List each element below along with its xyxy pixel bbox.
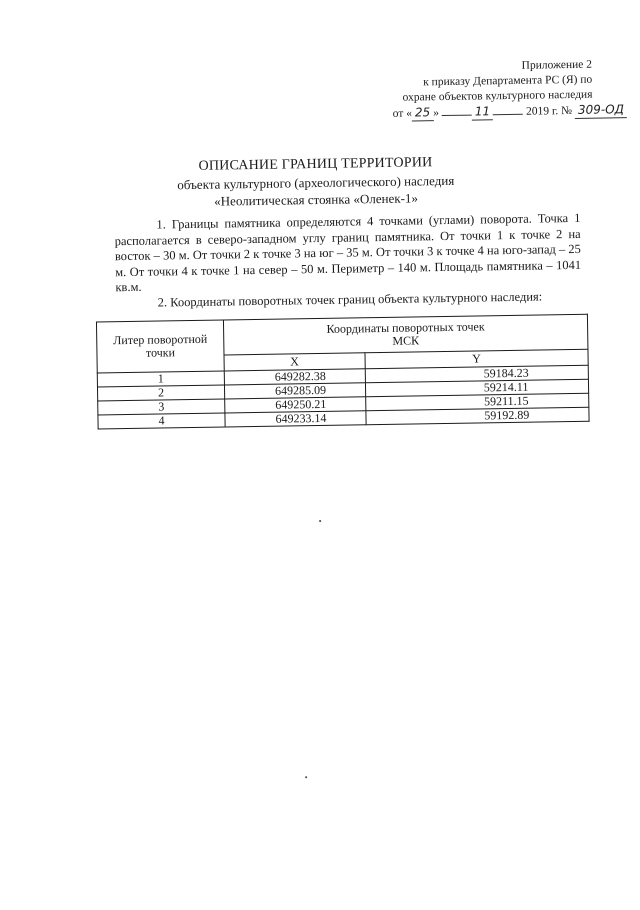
cell-y: 59211.15 [365,393,588,411]
title-main: ОПИСАНИЕ ГРАНИЦ ТЕРРИТОРИИ [198,155,433,174]
document-title [85,152,546,211]
header-liter: Литер поворотной точки [96,320,224,373]
cell-liter: 4 [98,413,225,429]
cell-y: 59192.89 [366,407,589,425]
scan-speck [305,776,307,778]
appendix-date-line [392,102,625,122]
appendix-line-3: охране объектов культурного наследия [402,88,593,104]
date-blank-2 [493,114,523,115]
appendix-line-1: Приложение 2 [521,58,593,72]
cell-x: 649250.21 [225,397,366,413]
title-sub-2: «Неолитическая стоянка «Оленек-1» [214,190,419,209]
paragraph-boundaries: 1. Границы памятника определяются 4 точками (углами) поворота. Точка 1 располагается в северо-западном углу границ памятника. От точки 1 к точке 2 на восток – 30 м. От точки 2 к точке 3 на юг – 35 м. От точки 3 к точке 4 на юго-запад – 25 м. От точки 4 к точке 1 на север – 50 м. Периметр – 140 м. Площадь памятника – 1041 кв.м. [114,210,582,295]
date-blank [442,115,472,116]
paragraph-coordinates-intro: 2. Координаты поворотных точек границ объекта культурного наследия: [157,288,543,310]
scan-speck [319,520,321,522]
cell-x: 649233.14 [225,411,366,427]
header-x: X [224,353,365,371]
date-year: 2019 г. № [525,104,573,118]
appendix-block [392,58,625,122]
cell-x: 649285.09 [224,383,365,399]
cell-liter: 1 [97,371,224,387]
title-sub-1: объекта культурного (археологического) наследия [177,172,455,193]
header-coords-line-2: МСК [392,333,420,348]
coordinates-table [96,314,590,430]
header-y: Y [365,349,588,369]
body-text [114,211,581,311]
cell-y: 59214.11 [365,379,588,397]
handwritten-order-number: 309-ОД [575,102,627,119]
date-mid: » [433,107,440,120]
handwritten-month: 11 [472,104,494,120]
cell-liter: 2 [97,385,224,401]
appendix-line-2: к приказу Департамента РС (Я) по [423,73,593,89]
cell-y: 59184.23 [365,365,588,383]
header-coords-line-1: Координаты поворотных точек [326,319,485,336]
cell-x: 649282.38 [224,369,365,385]
header-coords [223,314,588,355]
handwritten-day: 25 [412,105,434,121]
cell-liter: 3 [98,399,225,415]
date-prefix: от « [392,107,413,120]
